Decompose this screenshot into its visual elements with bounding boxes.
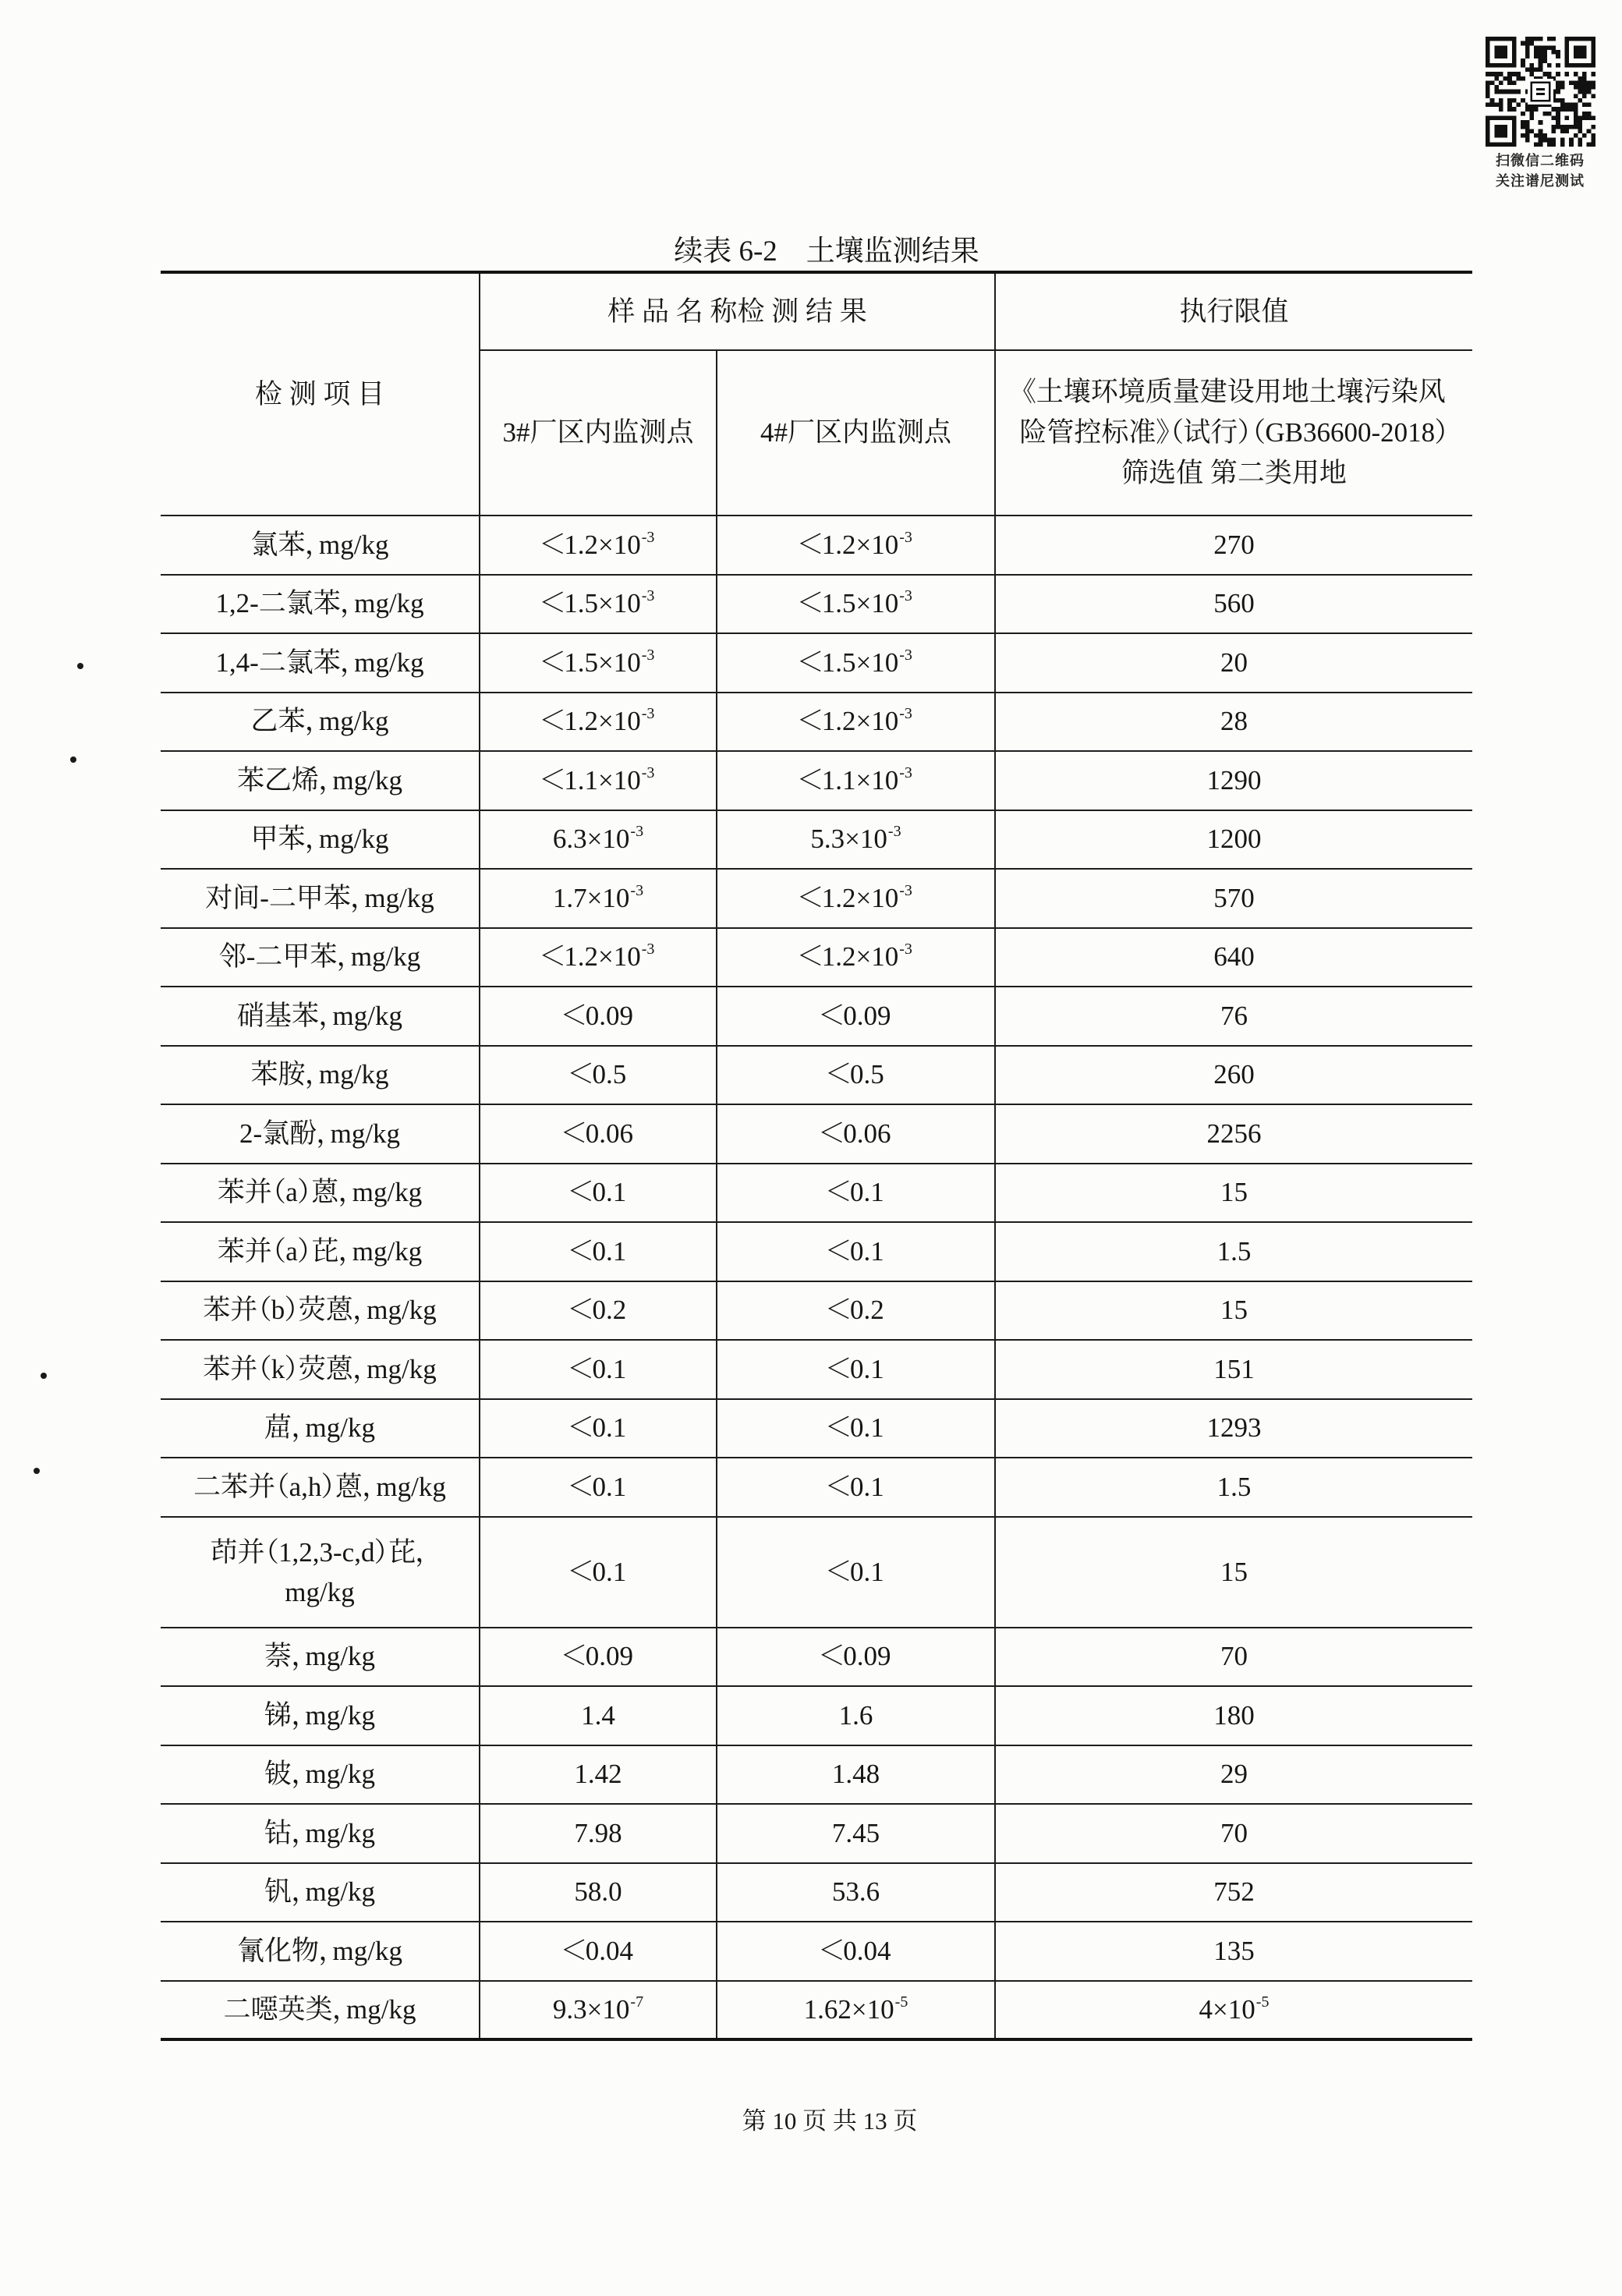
item-cell bbox=[161, 987, 480, 1046]
site3-cell bbox=[480, 1222, 717, 1281]
value-text: 1.62×10 bbox=[803, 1993, 894, 2025]
value-text: 9.3×10 bbox=[552, 1993, 630, 2025]
item-label: 二噁英类，mg/kg bbox=[223, 1993, 416, 2025]
value-text: ＜1.5×10 bbox=[799, 588, 899, 619]
item-cell bbox=[161, 869, 480, 928]
value-text: 70 bbox=[1220, 1817, 1248, 1848]
value-text: ＜0.1 bbox=[569, 1235, 627, 1267]
site3-cell bbox=[480, 1863, 717, 1922]
value-exponent: -3 bbox=[899, 705, 912, 723]
item-label: 茚并（1,2,3-c,d）芘， bbox=[210, 1536, 430, 1568]
value-text: 6.3×10 bbox=[552, 824, 630, 855]
value-text: 2256 bbox=[1206, 1118, 1262, 1149]
qr-caption-line: 扫微信二维码 bbox=[1496, 153, 1585, 169]
item-cell bbox=[161, 1745, 480, 1805]
site4-cell bbox=[717, 987, 995, 1046]
site4-cell bbox=[717, 1922, 995, 1981]
value-text: 28 bbox=[1220, 706, 1248, 737]
site4-cell bbox=[717, 869, 995, 928]
site4-cell bbox=[717, 633, 995, 693]
table-row bbox=[161, 1281, 1472, 1341]
item-cell bbox=[161, 1340, 480, 1399]
site3-cell bbox=[480, 1458, 717, 1517]
item-cell bbox=[161, 693, 480, 752]
item-cell bbox=[161, 516, 480, 575]
value-text: 7.45 bbox=[831, 1817, 880, 1848]
item-cell bbox=[161, 810, 480, 870]
limit-cell bbox=[995, 1517, 1472, 1628]
limit-cell bbox=[995, 1046, 1472, 1105]
value-exponent: -3 bbox=[641, 646, 655, 664]
site3-cell bbox=[480, 1686, 717, 1745]
value-text: ＜1.1×10 bbox=[799, 764, 899, 795]
table-row bbox=[161, 869, 1472, 928]
table-row bbox=[161, 575, 1472, 634]
value-text: ＜1.2×10 bbox=[541, 941, 641, 973]
site3-cell bbox=[480, 1046, 717, 1105]
item-label: 邻-二甲苯，mg/kg bbox=[218, 941, 421, 973]
site4-cell bbox=[717, 1981, 995, 2040]
value-text: 29 bbox=[1220, 1759, 1248, 1790]
scan-speck bbox=[77, 663, 83, 669]
site3-cell bbox=[480, 633, 717, 693]
value-text: ＜0.1 bbox=[827, 1471, 884, 1502]
table-row bbox=[161, 1922, 1472, 1981]
item-cell bbox=[161, 575, 480, 634]
value-exponent: -3 bbox=[641, 705, 655, 723]
value-exponent: -3 bbox=[899, 764, 912, 781]
item-cell bbox=[161, 1863, 480, 1922]
site4-cell bbox=[717, 1340, 995, 1399]
value-text: ＜1.2×10 bbox=[799, 941, 899, 973]
table-row bbox=[161, 1458, 1472, 1517]
table-row bbox=[161, 1804, 1472, 1863]
value-text: ＜0.5 bbox=[569, 1059, 627, 1090]
item-cell bbox=[161, 751, 480, 810]
value-text: 1.48 bbox=[831, 1759, 880, 1790]
item-label: 二苯并（a,h）蒽，mg/kg bbox=[193, 1471, 446, 1502]
item-cell bbox=[161, 1922, 480, 1981]
table-row bbox=[161, 810, 1472, 870]
header-item: 检 测 项 目 bbox=[161, 272, 480, 516]
item-cell bbox=[161, 1399, 480, 1458]
value-text: 1.5 bbox=[1216, 1235, 1252, 1267]
value-text: 70 bbox=[1220, 1641, 1248, 1672]
table-row bbox=[161, 1686, 1472, 1745]
limit-cell bbox=[995, 1981, 1472, 2040]
table-row bbox=[161, 1046, 1472, 1105]
limit-cell bbox=[995, 987, 1472, 1046]
item-label: 铍，mg/kg bbox=[264, 1759, 375, 1790]
scan-speck bbox=[41, 1373, 47, 1379]
table-row bbox=[161, 1222, 1472, 1281]
site4-cell bbox=[717, 1517, 995, 1628]
value-text: 5.3×10 bbox=[810, 824, 887, 855]
limit-cell bbox=[995, 516, 1472, 575]
item-label: 苯胺，mg/kg bbox=[250, 1059, 389, 1090]
site4-cell bbox=[717, 810, 995, 870]
value-text: ＜1.5×10 bbox=[799, 647, 899, 678]
value-text: 270 bbox=[1213, 529, 1255, 560]
item-label: 甲苯，mg/kg bbox=[250, 824, 389, 855]
value-text: ＜1.2×10 bbox=[541, 706, 641, 737]
table-row bbox=[161, 1863, 1472, 1922]
item-label: mg/kg bbox=[285, 1576, 355, 1607]
site4-cell bbox=[717, 575, 995, 634]
limit-cell bbox=[995, 928, 1472, 987]
item-label: 苯并（a）蒽，mg/kg bbox=[217, 1177, 423, 1208]
item-label: 苯并（k）荧蒽，mg/kg bbox=[203, 1353, 437, 1384]
site3-cell bbox=[480, 516, 717, 575]
table-row bbox=[161, 1104, 1472, 1164]
limit-cell bbox=[995, 1340, 1472, 1399]
site4-cell bbox=[717, 1686, 995, 1745]
value-exponent: -3 bbox=[630, 881, 644, 899]
item-cell bbox=[161, 1804, 480, 1863]
site4-cell bbox=[717, 1628, 995, 1687]
site4-cell bbox=[717, 1046, 995, 1105]
site3-cell bbox=[480, 1804, 717, 1863]
site3-cell bbox=[480, 1745, 717, 1805]
limit-cell bbox=[995, 1164, 1472, 1223]
value-text: 1.42 bbox=[574, 1759, 622, 1790]
value-text: 15 bbox=[1220, 1556, 1248, 1587]
table-title: 续表 6-2 土壤监测结果 bbox=[674, 236, 979, 268]
value-exponent: -3 bbox=[641, 528, 655, 546]
value-text: ＜1.5×10 bbox=[541, 588, 641, 619]
value-exponent: -5 bbox=[1255, 1993, 1270, 2011]
table-row bbox=[161, 987, 1472, 1046]
soil-monitoring-table bbox=[161, 271, 1472, 2041]
site3-cell bbox=[480, 1399, 717, 1458]
limit-cell bbox=[995, 1281, 1472, 1341]
value-text: ＜1.2×10 bbox=[541, 529, 641, 560]
value-text: 1293 bbox=[1206, 1412, 1262, 1444]
qr-caption bbox=[1466, 151, 1614, 192]
table-row bbox=[161, 1164, 1472, 1223]
value-text: 20 bbox=[1220, 647, 1248, 678]
value-text: ＜0.09 bbox=[563, 1641, 633, 1672]
site3-cell bbox=[480, 575, 717, 634]
site3-cell bbox=[480, 1281, 717, 1341]
value-exponent: -5 bbox=[894, 1993, 908, 2011]
item-label: 2-氯酚，mg/kg bbox=[239, 1118, 401, 1149]
site4-cell bbox=[717, 1222, 995, 1281]
qr-code-graphic bbox=[1486, 37, 1595, 147]
scan-speck bbox=[70, 756, 76, 763]
value-exponent: -3 bbox=[899, 941, 912, 958]
value-text: ＜0.09 bbox=[563, 1000, 633, 1031]
limit-cell bbox=[995, 1804, 1472, 1863]
item-label: 1,2-二氯苯，mg/kg bbox=[215, 588, 424, 619]
site3-cell bbox=[480, 693, 717, 752]
value-text: ＜0.1 bbox=[827, 1177, 884, 1208]
header-site4: 4#厂区内监测点 bbox=[717, 350, 995, 516]
site3-cell bbox=[480, 751, 717, 810]
site3-cell bbox=[480, 987, 717, 1046]
table-header-row bbox=[161, 272, 1472, 350]
value-text: ＜1.1×10 bbox=[541, 764, 641, 795]
value-exponent: -3 bbox=[899, 587, 912, 605]
value-text: 1.7×10 bbox=[552, 882, 630, 913]
limit-cell bbox=[995, 1863, 1472, 1922]
item-cell bbox=[161, 1281, 480, 1341]
value-text: ＜0.1 bbox=[827, 1353, 884, 1384]
value-text: 1.4 bbox=[581, 1699, 615, 1731]
value-text: ＜0.06 bbox=[820, 1118, 891, 1149]
header-limit-line: 险管控标准》（试行）（GB36600-2018） bbox=[1019, 417, 1449, 448]
value-text: 1.5 bbox=[1216, 1471, 1252, 1502]
table-body bbox=[161, 516, 1472, 2039]
table-row bbox=[161, 1628, 1472, 1687]
value-text: 76 bbox=[1220, 1000, 1248, 1031]
item-cell bbox=[161, 1104, 480, 1164]
qr-caption-line: 关注谱尼测试 bbox=[1496, 173, 1585, 190]
value-text: ＜0.09 bbox=[820, 1000, 891, 1031]
value-text: ＜0.1 bbox=[827, 1556, 884, 1587]
site4-cell bbox=[717, 1745, 995, 1805]
table-row bbox=[161, 1745, 1472, 1805]
site4-cell bbox=[717, 751, 995, 810]
value-text: 560 bbox=[1213, 588, 1255, 619]
limit-cell bbox=[995, 633, 1472, 693]
site4-cell bbox=[717, 1399, 995, 1458]
value-exponent: -3 bbox=[887, 823, 901, 841]
value-text: 151 bbox=[1213, 1353, 1255, 1384]
header-limit-group: 执行限值 bbox=[995, 272, 1472, 350]
limit-cell bbox=[995, 1922, 1472, 1981]
limit-cell bbox=[995, 751, 1472, 810]
header-limit-line: 《土壤环境质量建设用地土壤污染风 bbox=[1022, 377, 1446, 407]
value-text: 15 bbox=[1220, 1177, 1248, 1208]
site4-cell bbox=[717, 1104, 995, 1164]
value-text: ＜1.2×10 bbox=[799, 882, 899, 913]
value-text: 180 bbox=[1213, 1699, 1255, 1731]
value-text: ＜0.09 bbox=[820, 1641, 891, 1672]
value-text: 752 bbox=[1213, 1876, 1255, 1908]
limit-cell bbox=[995, 869, 1472, 928]
item-label: 1,4-二氯苯，mg/kg bbox=[215, 647, 424, 678]
item-cell bbox=[161, 1981, 480, 2040]
table-row bbox=[161, 1399, 1472, 1458]
limit-cell bbox=[995, 1399, 1472, 1458]
limit-cell bbox=[995, 1745, 1472, 1805]
value-text: 58.0 bbox=[574, 1876, 622, 1908]
value-text: 1200 bbox=[1206, 824, 1262, 855]
value-text: ＜1.2×10 bbox=[799, 706, 899, 737]
table-row bbox=[161, 1340, 1472, 1399]
item-label: 钴，mg/kg bbox=[264, 1817, 375, 1848]
site3-cell bbox=[480, 1340, 717, 1399]
item-cell bbox=[161, 1046, 480, 1105]
item-cell bbox=[161, 1686, 480, 1745]
value-text: 1290 bbox=[1206, 764, 1262, 795]
item-cell bbox=[161, 1164, 480, 1223]
item-label: 乙苯，mg/kg bbox=[250, 706, 389, 737]
item-cell bbox=[161, 1222, 480, 1281]
site3-cell bbox=[480, 1164, 717, 1223]
table-row bbox=[161, 928, 1472, 987]
value-exponent: -3 bbox=[641, 764, 655, 781]
header-site3: 3#厂区内监测点 bbox=[480, 350, 717, 516]
limit-cell bbox=[995, 575, 1472, 634]
item-label: 钒，mg/kg bbox=[264, 1876, 375, 1908]
value-text: ＜0.5 bbox=[827, 1059, 884, 1090]
header-results-group: 样 品 名 称检 测 结 果 bbox=[480, 272, 995, 350]
site3-cell bbox=[480, 1981, 717, 2040]
value-text: 53.6 bbox=[831, 1876, 880, 1908]
item-label: 对间-二甲苯，mg/kg bbox=[205, 882, 434, 913]
value-text: 260 bbox=[1213, 1059, 1255, 1090]
table-row bbox=[161, 1517, 1472, 1628]
value-text: ＜0.04 bbox=[820, 1935, 891, 1966]
site3-cell bbox=[480, 928, 717, 987]
value-text: ＜0.1 bbox=[569, 1556, 627, 1587]
value-text: ＜0.1 bbox=[569, 1353, 627, 1384]
table-row bbox=[161, 633, 1472, 693]
limit-cell bbox=[995, 810, 1472, 870]
value-text: ＜0.2 bbox=[827, 1295, 884, 1326]
value-text: ＜0.1 bbox=[827, 1412, 884, 1444]
site3-cell bbox=[480, 869, 717, 928]
value-text: 570 bbox=[1213, 882, 1255, 913]
table-header bbox=[161, 272, 1472, 516]
site4-cell bbox=[717, 693, 995, 752]
item-label: 苯并（a）芘，mg/kg bbox=[217, 1235, 423, 1267]
table-row bbox=[161, 1981, 1472, 2040]
value-text: 15 bbox=[1220, 1295, 1248, 1326]
limit-cell bbox=[995, 1628, 1472, 1687]
value-text: 1.6 bbox=[838, 1699, 873, 1731]
item-label: 䓛，mg/kg bbox=[264, 1412, 375, 1444]
value-text: ＜1.2×10 bbox=[799, 529, 899, 560]
item-cell bbox=[161, 1628, 480, 1687]
value-text: ＜0.1 bbox=[569, 1177, 627, 1208]
item-cell bbox=[161, 1517, 480, 1628]
item-label: 氰化物，mg/kg bbox=[237, 1935, 402, 1966]
limit-cell bbox=[995, 693, 1472, 752]
item-label: 硝基苯，mg/kg bbox=[237, 1000, 402, 1031]
value-text: ＜0.1 bbox=[827, 1235, 884, 1267]
item-cell bbox=[161, 928, 480, 987]
limit-cell bbox=[995, 1686, 1472, 1745]
site4-cell bbox=[717, 1804, 995, 1863]
item-label: 氯苯，mg/kg bbox=[250, 529, 389, 560]
site3-cell bbox=[480, 1104, 717, 1164]
item-label: 苯并（b）荧蒽，mg/kg bbox=[203, 1295, 437, 1326]
table-row bbox=[161, 516, 1472, 575]
value-text: 135 bbox=[1213, 1935, 1255, 1966]
value-text: ＜0.1 bbox=[569, 1471, 627, 1502]
value-exponent: -7 bbox=[630, 1993, 644, 2011]
header-limit-standard bbox=[995, 350, 1472, 516]
value-text: ＜0.06 bbox=[563, 1118, 633, 1149]
value-text: 4×10 bbox=[1199, 1993, 1255, 2025]
site4-cell bbox=[717, 1281, 995, 1341]
limit-cell bbox=[995, 1104, 1472, 1164]
item-cell bbox=[161, 633, 480, 693]
site3-cell bbox=[480, 1922, 717, 1981]
item-label: 苯乙烯，mg/kg bbox=[237, 764, 402, 795]
site4-cell bbox=[717, 1458, 995, 1517]
value-exponent: -3 bbox=[641, 941, 655, 958]
value-text: 7.98 bbox=[574, 1817, 622, 1848]
site3-cell bbox=[480, 810, 717, 870]
site3-cell bbox=[480, 1517, 717, 1628]
value-text: 640 bbox=[1213, 941, 1255, 973]
site4-cell bbox=[717, 516, 995, 575]
value-exponent: -3 bbox=[899, 881, 912, 899]
site4-cell bbox=[717, 1863, 995, 1922]
site3-cell bbox=[480, 1628, 717, 1687]
site4-cell bbox=[717, 1164, 995, 1223]
limit-cell bbox=[995, 1458, 1472, 1517]
qr-code bbox=[1486, 37, 1595, 147]
value-exponent: -3 bbox=[641, 587, 655, 605]
value-exponent: -3 bbox=[899, 646, 912, 664]
header-limit-line: 筛选值 第二类用地 bbox=[1121, 458, 1347, 488]
page-footer: 第 10 页 共 13 页 bbox=[742, 2107, 918, 2135]
item-label: 萘，mg/kg bbox=[264, 1641, 375, 1672]
value-exponent: -3 bbox=[630, 823, 644, 841]
table-row bbox=[161, 693, 1472, 752]
value-text: ＜1.5×10 bbox=[541, 647, 641, 678]
scan-speck bbox=[34, 1468, 40, 1474]
value-exponent: -3 bbox=[899, 528, 912, 546]
value-text: ＜0.2 bbox=[569, 1295, 627, 1326]
site4-cell bbox=[717, 928, 995, 987]
table-row bbox=[161, 751, 1472, 810]
limit-cell bbox=[995, 1222, 1472, 1281]
item-label: 锑，mg/kg bbox=[264, 1699, 375, 1731]
value-text: ＜0.04 bbox=[563, 1935, 633, 1966]
item-cell bbox=[161, 1458, 480, 1517]
value-text: ＜0.1 bbox=[569, 1412, 627, 1444]
